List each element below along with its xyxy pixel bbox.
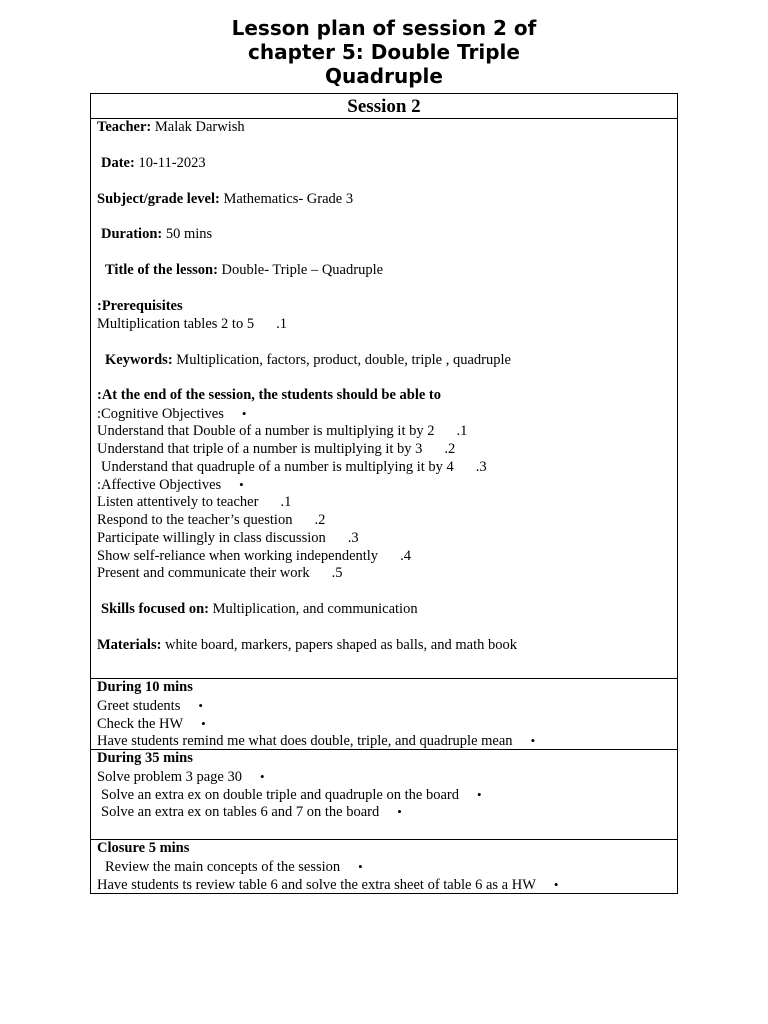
bullet-icon: • bbox=[530, 733, 536, 749]
teacher-label: Teacher: bbox=[97, 119, 152, 135]
teacher-value: Malak Darwish bbox=[154, 119, 245, 135]
list-item: Have students ts review table 6 and solve the extra sheet of table 6 as a HW • bbox=[97, 876, 559, 893]
objectives-heading: :At the end of the session, the students should be able to bbox=[97, 387, 442, 404]
skills-label: Skills focused on: bbox=[101, 601, 209, 618]
document-title bbox=[0, 16, 768, 88]
bullet-icon: • bbox=[259, 768, 265, 784]
lesson-plan-table bbox=[90, 93, 678, 894]
list-item: Solve an extra ex on double triple and quadruple on the board • bbox=[101, 786, 482, 803]
lesson-title-label: Title of the lesson: bbox=[105, 262, 218, 279]
materials-value: white board, markers, papers shaped as balls, and math book bbox=[165, 636, 517, 653]
skills-value: Multiplication, and communication bbox=[212, 601, 418, 618]
list-item: Greet students • bbox=[97, 697, 203, 714]
list-item: Have students remind me what does double, triple, and quadruple mean • bbox=[97, 733, 536, 750]
duration-value: 50 mins bbox=[165, 226, 213, 243]
bullet-icon: • bbox=[198, 697, 203, 713]
session-heading: Session 2 bbox=[347, 96, 421, 117]
lesson-title-value: Double- Triple – Quadruple bbox=[221, 262, 384, 279]
during-35-heading: During 35 mins bbox=[97, 750, 193, 766]
bullet-icon: • bbox=[397, 804, 402, 820]
list-item: Solve an extra ex on tables 6 and 7 on the board • bbox=[101, 804, 402, 821]
duration-label: Duration: bbox=[101, 226, 163, 243]
lesson-title-row bbox=[97, 262, 671, 280]
list-item: Review the main concepts of the session • bbox=[105, 858, 363, 875]
affective-item: Present and communicate their work .5 bbox=[97, 565, 343, 582]
affective-item: Participate willingly in class discussion .3 bbox=[97, 529, 359, 546]
list-item: Check the HW • bbox=[97, 715, 206, 732]
affective-heading: :Affective Objectives • bbox=[97, 477, 244, 494]
cognitive-item: Understand that Double of a number is multiplying it by 2 .1 bbox=[97, 422, 468, 439]
affective-item: Listen attentively to teacher .1 bbox=[97, 494, 292, 511]
affective-item: Show self-reliance when working independently .4 bbox=[97, 547, 411, 564]
keywords-row bbox=[97, 352, 671, 370]
list-item: Solve problem 3 page 30 • bbox=[97, 768, 265, 785]
bullet-icon: • bbox=[241, 406, 247, 422]
cognitive-item: Understand that quadruple of a number is multiplying it by 4 .3 bbox=[101, 458, 487, 475]
title-line-1: Lesson plan of session 2 of bbox=[231, 16, 537, 40]
during-10-heading: During 10 mins bbox=[97, 679, 193, 695]
during-35-section bbox=[91, 749, 677, 839]
title-line-3: Quadruple bbox=[325, 64, 443, 88]
bullet-icon: • bbox=[553, 876, 559, 892]
bullet-icon: • bbox=[358, 858, 363, 874]
closure-heading: Closure 5 mins bbox=[97, 840, 190, 856]
cognitive-item: Understand that triple of a number is multiplying it by 3 .2 bbox=[97, 440, 456, 457]
materials-row bbox=[97, 637, 671, 655]
bullet-icon: • bbox=[201, 715, 206, 731]
keywords-value: Multiplication, factors, product, double, triple , quadruple bbox=[176, 351, 511, 368]
prereq-heading: :Prerequisites bbox=[97, 297, 183, 314]
keywords-label: Keywords: bbox=[105, 351, 173, 368]
subject-row bbox=[97, 191, 671, 209]
closure-section bbox=[91, 839, 677, 893]
skills-row bbox=[97, 601, 671, 619]
title-line-2: chapter 5: Double Triple bbox=[248, 40, 520, 64]
cognitive-heading: :Cognitive Objectives • bbox=[97, 406, 247, 423]
subject-label: Subject/grade level: bbox=[97, 190, 220, 207]
date-row bbox=[97, 155, 671, 173]
during-10-section bbox=[91, 678, 677, 749]
teacher-row bbox=[97, 119, 671, 137]
materials-label: Materials: bbox=[97, 636, 162, 653]
duration-row bbox=[97, 226, 671, 244]
prereq-item: Multiplication tables 2 to 5 .1 bbox=[97, 315, 287, 332]
affective-item: Respond to the teacher’s question .2 bbox=[97, 511, 326, 528]
bullet-icon: • bbox=[476, 786, 482, 802]
date-label: Date: bbox=[101, 154, 135, 171]
bullet-icon: • bbox=[239, 477, 244, 493]
subject-value: Mathematics- Grade 3 bbox=[223, 190, 354, 207]
session-details bbox=[91, 118, 677, 678]
date-value: 10-11-2023 bbox=[138, 154, 206, 171]
